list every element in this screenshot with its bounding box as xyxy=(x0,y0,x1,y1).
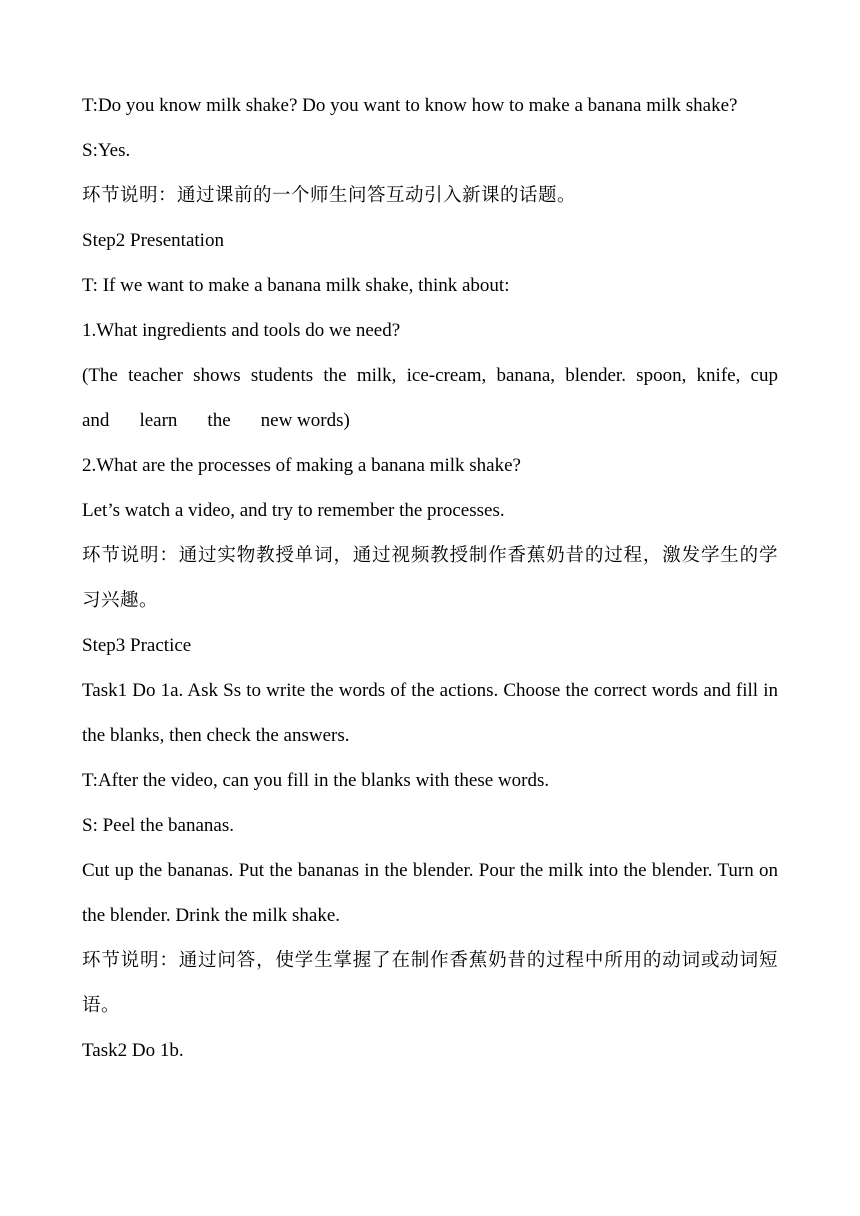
heading-step2: Step2 Presentation xyxy=(82,230,224,251)
paragraph-teacher-question: T:Do you know milk shake? Do you want to know how to make a banana milk shake? xyxy=(82,95,738,116)
paragraph-teacher-shows: (The teacher shows students the milk, ice-cream, banana, blender. spoon, knife, cup xyxy=(82,365,778,386)
paragraph-section-note-2: 环节说明：通过实物教授单词，通过视频教授制作香蕉奶昔的过程，激发学生的学习兴趣。 xyxy=(82,545,778,611)
paragraph-task2: Task2 Do 1b. xyxy=(82,1040,184,1061)
paragraph-section-note-3: 环节说明：通过问答，使学生掌握了在制作香蕉奶昔的过程中所用的动词或动词短语。 xyxy=(82,950,778,1016)
word-the: the xyxy=(207,410,231,431)
paragraph-teacher-fill-blanks: T:After the video, can you fill in the blanks with these words. xyxy=(82,770,550,791)
paragraph-section-note-1: 环节说明：通过课前的一个师生问答互动引入新课的话题。 xyxy=(82,185,577,206)
word-new-words: new words) xyxy=(260,410,350,431)
paragraph-learn-new-words xyxy=(82,398,778,443)
word-learn: learn xyxy=(139,410,178,431)
paragraph-task1: Task1 Do 1a. Ask Ss to write the words of the actions. Choose the correct words and fill in the blanks, then check the answers. xyxy=(82,680,778,746)
paragraph-think-about: T: If we want to make a banana milk shake, think about: xyxy=(82,275,510,296)
document-page xyxy=(82,83,778,1073)
heading-step3: Step3 Practice xyxy=(82,635,192,656)
word-and: and xyxy=(82,410,110,431)
paragraph-student-answer: S:Yes. xyxy=(82,140,131,161)
paragraph-student-peel: S: Peel the bananas. xyxy=(82,815,234,836)
paragraph-question-1: 1.What ingredients and tools do we need? xyxy=(82,320,401,341)
paragraph-process-steps: Cut up the bananas. Put the bananas in the blender. Pour the milk into the blender. Turn on the blender. Drink the milk shake. xyxy=(82,860,778,926)
paragraph-watch-video: Let’s watch a video, and try to remember the processes. xyxy=(82,500,505,521)
paragraph-question-2: 2.What are the processes of making a banana milk shake? xyxy=(82,455,521,476)
